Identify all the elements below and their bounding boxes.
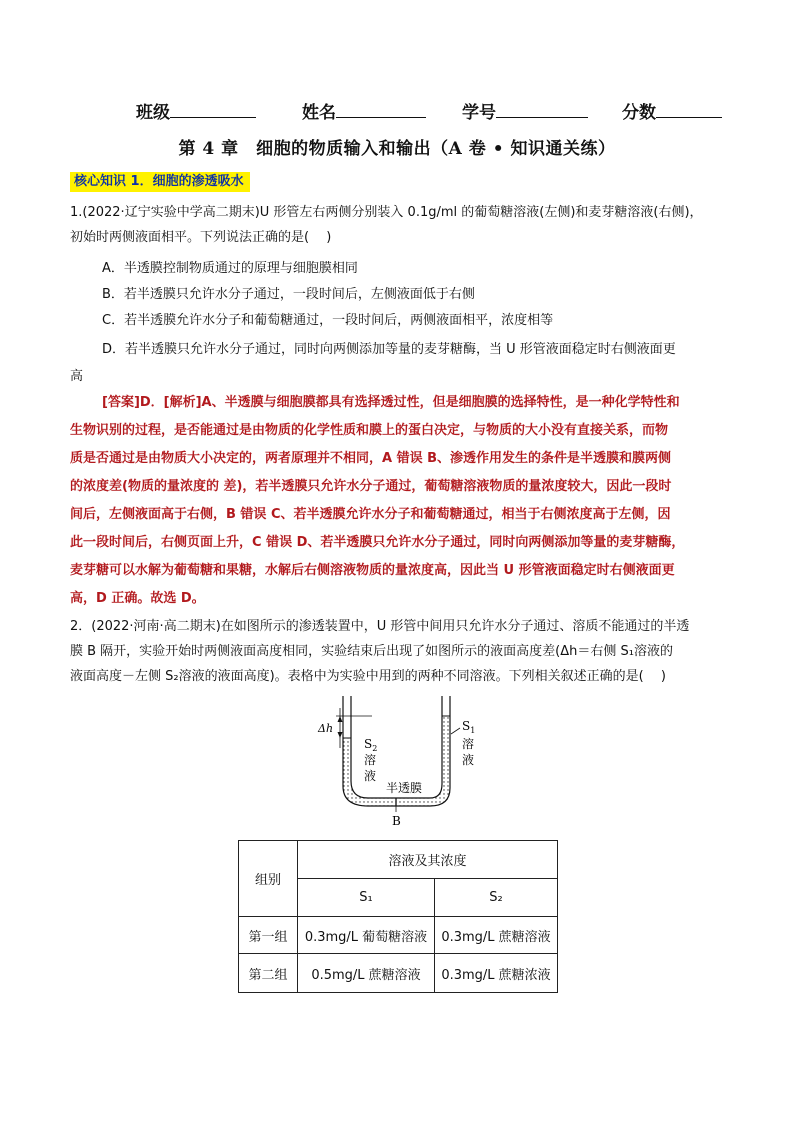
- answer-line: 的浓度差(物质的量浓度的 差)，若半透膜只允许水分子通过，葡萄糖溶液物质的量浓度较大，因此一段时: [70, 479, 672, 494]
- student-id-field: [462, 98, 588, 123]
- class-blank: [170, 99, 256, 118]
- q1-stem-line-1: 1.(2022·辽宁实验中学高二期末)U 形管左右两侧分别装入 0.1g/ml 的葡萄糖溶液(左侧)和麦芽糖溶液(右侧)，: [70, 205, 703, 220]
- answer-line: 间后，左侧液面高于右侧，B 错误 C、若半透膜允许水分子和葡萄糖通过，相当于右侧浓度高于左侧，因: [70, 507, 671, 522]
- score-label: 分数: [622, 103, 656, 123]
- q1-option-d-line-1: D．若半透膜只允许水分子通过，同时向两侧添加等量的麦芽糖酶，当 U 形管液面稳定时右侧液面更: [102, 342, 676, 357]
- s1-header-cell: S₁: [298, 879, 435, 917]
- s2-header-cell: S₂: [435, 879, 558, 917]
- table-row: [239, 954, 558, 993]
- delta-h-arrow-top: [338, 716, 343, 722]
- name-blank: [336, 99, 426, 118]
- left-s-subscript: 2: [372, 744, 378, 753]
- table-header-row: [239, 841, 558, 879]
- section-label-core-knowledge-1: 核心知识 1．细胞的渗透吸水: [70, 172, 250, 192]
- q1-answer-explanation: [70, 389, 726, 613]
- right-s-letter: S: [462, 719, 471, 733]
- u-tube-osmosis-figure: [310, 688, 490, 828]
- student-info-row: [136, 98, 726, 122]
- s1-cell: 0.3mg/L 葡萄糖溶液: [298, 917, 435, 954]
- left-solution-char-2: 液: [364, 769, 377, 783]
- delta-h-label: Δh: [318, 722, 334, 735]
- chapter-title: 第 4 章 细胞的物质输入和输出（A 卷 • 知识通关练）: [178, 139, 616, 159]
- q1-option-a: A．半透膜控制物质通过的原理与细胞膜相同: [102, 261, 358, 276]
- answer-line: 麦芽糖可以水解为葡萄糖和果糖，水解后右侧溶液物质的量浓度高，因此当 U 形管液面稳定时右侧液面更: [70, 563, 675, 578]
- right-solution-char-2: 液: [462, 753, 475, 767]
- left-solution-label: [364, 737, 377, 753]
- s2-cell: 0.3mg/L 蔗糖溶液: [435, 917, 558, 954]
- right-s-subscript: 1: [470, 726, 476, 735]
- s2-cell: 0.3mg/L 蔗糖浓液: [435, 954, 558, 993]
- delta-h-arrow-bottom: [338, 732, 343, 738]
- q1-option-c: C．若半透膜允许水分子和葡萄糖通过，一段时间后，两侧液面相平，浓度相等: [102, 313, 554, 328]
- answer-line: [答案]D．[解析]A、半透膜与细胞膜都具有选择透过性，但是细胞膜的选择特性，是一种化学特性和: [102, 395, 680, 410]
- student-id-label: 学号: [462, 103, 496, 123]
- membrane-label: 半透膜: [386, 781, 423, 795]
- solution-header-cell: 溶液及其浓度: [298, 841, 558, 879]
- answer-line: 生物识别的过程，是否能通过是由物质的化学性质和膜上的蛋白决定，与物质的大小没有直接关系，而物: [70, 423, 669, 438]
- table-row: [239, 917, 558, 954]
- q1-option-d-line-2: 高: [70, 369, 84, 384]
- score-field: [622, 98, 722, 123]
- membrane-b-label: B: [392, 814, 401, 828]
- right-solution-label: [462, 719, 475, 735]
- group-header-cell: 组别: [239, 841, 298, 917]
- s1-cell: 0.5mg/L 蔗糖溶液: [298, 954, 435, 993]
- group-cell: 第一组: [239, 917, 298, 954]
- left-solution-char-1: 溶: [364, 753, 377, 767]
- name-field: [302, 98, 426, 123]
- q2-stem-line-3: 液面高度－左侧 S₂溶液的液面高度)。表格中为实验中用到的两种不同溶液。下列相关叙述正确的是( ): [70, 669, 666, 684]
- score-blank: [656, 99, 722, 118]
- q2-stem-line-1: 2．(2022·河南·高二期末)在如图所示的渗透装置中，U 形管中间用只允许水分子通过、溶质不能通过的半透: [70, 619, 690, 634]
- class-field: [136, 98, 256, 123]
- answer-line: 质是否通过是由物质大小决定的，两者原理并不相同，A 错误 B、渗透作用发生的条件是半透膜和膜两侧: [70, 451, 672, 466]
- solution-concentration-table: [238, 840, 558, 993]
- group-cell: 第二组: [239, 954, 298, 993]
- name-label: 姓名: [302, 103, 336, 123]
- q2-stem-line-2: 膜 B 隔开，实验开始时两侧液面高度相同，实验结束后出现了如图所示的液面高度差(Δh＝右侧 S₁溶液的: [70, 644, 673, 659]
- right-label-leader: [451, 728, 460, 734]
- class-label: 班级: [136, 103, 170, 123]
- answer-line: 高，D 正确。故选 D。: [70, 591, 205, 606]
- q1-option-b: B．若半透膜只允许水分子通过，一段时间后，左侧液面低于右侧: [102, 287, 475, 302]
- student-id-blank: [496, 99, 588, 118]
- left-s-letter: S: [364, 737, 373, 751]
- answer-line: 此一段时间后，右侧页面上升，C 错误 D、若半透膜只允许水分子通过，同时向两侧添加等量的麦芽糖酶，: [70, 535, 685, 550]
- right-solution-char-1: 溶: [462, 737, 475, 751]
- q1-stem-line-2: 初始时两侧液面相平。下列说法正确的是( ): [70, 230, 332, 245]
